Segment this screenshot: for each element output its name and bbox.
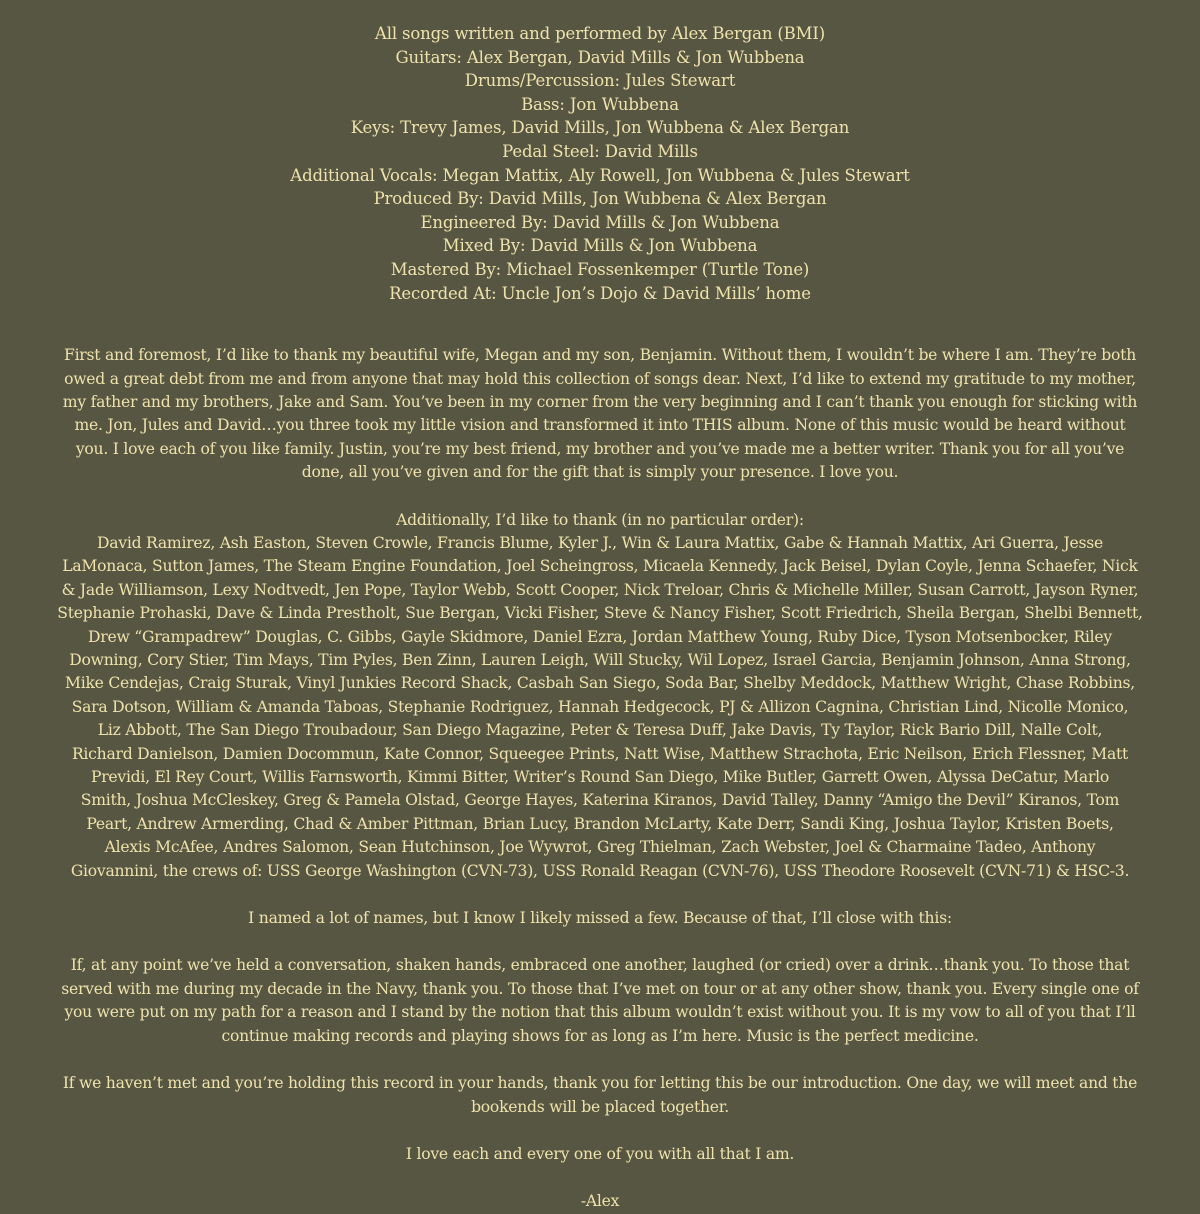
paragraph-line: continue making records and playing shows for as long as I’m here. Music is the perfect medicine. — [221, 1026, 979, 1045]
thanks-names-line: Alexis McAfee, Andres Salomon, Sean Hutchinson, Joe Wywrot, Greg Thielman, Zach Webster, Joel & Charmaine Tadeo, Anthony — [104, 838, 1096, 857]
paragraph-line: owed a great debt from me and from anyone that may hold this collection of songs dear. Next, I’d like to extend my gratitude to my mother, — [64, 369, 1136, 388]
paragraph-line: I named a lot of names, but I know I likely missed a few. Because of that, I’ll close with this: — [248, 909, 952, 928]
thanks-names-line: Liz Abbott, The San Diego Troubadour, San Diego Magazine, Peter & Teresa Duff, Jake Davis, Ty Taylor, Rick Bario Dill, Nalle Colt, — [97, 721, 1103, 740]
thanks-names-line: Peart, Andrew Armerding, Chad & Amber Pittman, Brian Lucy, Brandon McLarty, Kate Derr, Sandi King, Joshua Taylor, Kristen Boets, — [86, 814, 1114, 833]
thanks-list — [25, 509, 1175, 884]
paragraph-line: my father and my brothers, Jake and Sam. You’ve been in my corner from the very beginning and I can’t thank you enough for sticking with — [62, 392, 1138, 411]
closing-line: I love each and every one of you with all that I am. — [405, 1144, 795, 1163]
section-spacer — [0, 305, 1200, 344]
paragraph-line: you. I love each of you like family. Justin, you’re my best friend, my brother and you’ve made me a better writer. Thank you for all you’ve — [75, 439, 1125, 458]
missed-names-paragraph — [25, 907, 1175, 930]
credit-line: Mixed By: David Mills & Jon Wubbena — [442, 236, 758, 256]
credit-line: Produced By: David Mills, Jon Wubbena & Alex Bergan — [373, 189, 827, 209]
credit-line: Pedal Steel: David Mills — [502, 141, 698, 161]
paragraph-line: done, all you’ve given and for the gift that is simply your presence. I love you. — [301, 463, 899, 482]
thanks-names-line: LaMonaca, Sutton James, The Steam Engine Foundation, Joel Scheingross, Micaela Kennedy, Jack Beisel, Dylan Coyle, Jenna Schaefer, Nick — [62, 557, 1138, 576]
credit-line: Guitars: Alex Bergan, David Mills & Jon Wubbena — [395, 47, 805, 67]
thanks-names-line: Stephanie Prohaski, Dave & Linda Prestholt, Sue Bergan, Vicki Fisher, Steve & Nancy Fisher, Scott Friedrich, Sheila Bergan, Shelbi Bennett, — [57, 604, 1143, 623]
paragraph-line: bookends will be placed together. — [471, 1097, 729, 1116]
credit-line: Mastered By: Michael Fossenkemper (Turtle Tone) — [390, 259, 810, 279]
signature: -Alex — [580, 1192, 620, 1211]
gratitude-paragraph — [25, 954, 1175, 1048]
thanks-names-line: Richard Danielson, Damien Docommun, Kate Connor, Squeegee Prints, Natt Wise, Matthew Strachota, Eric Neilson, Erich Flessner, Matt — [71, 744, 1129, 763]
thanks-names-line: Giovannini, the crews of: USS George Washington (CVN-73), USS Ronald Reagan (CVN-76), USS Theodore Roosevelt (CVN-71) & HSC-3. — [70, 861, 1130, 880]
thanks-intro: Additionally, I’d like to thank (in no particular order): — [396, 510, 804, 529]
credit-line: Recorded At: Uncle Jon’s Dojo & David Mills’ home — [389, 283, 811, 303]
credit-line: Bass: Jon Wubbena — [521, 94, 679, 114]
section-spacer — [0, 1166, 1200, 1190]
credit-line: All songs written and performed by Alex Bergan (BMI) — [374, 24, 826, 43]
thanks-names-line: Smith, Joshua McCleskey, Greg & Pamela Olstad, George Hayes, Katerina Kiranos, David Talley, Danny “Amigo the Devil” Kiranos, Tom — [80, 791, 1120, 810]
credit-line: Drums/Percussion: Jules Stewart — [464, 71, 736, 91]
introduction-paragraph — [25, 1072, 1175, 1119]
credit-line: Keys: Trevy James, David Mills, Jon Wubbena & Alex Bergan — [350, 118, 850, 138]
thanks-names-line: Mike Cendejas, Craig Sturak, Vinyl Junkies Record Shack, Casbah San Siego, Soda Bar, Shelby Meddock, Matthew Wright, Chase Robbins, — [65, 674, 1135, 693]
thanks-names-line: Sara Dotson, William & Amanda Taboas, Stephanie Rodriguez, Hannah Hedgecock, PJ & Allizon Cagnina, Christian Lind, Nicolle Monico, — [71, 697, 1129, 716]
section-spacer — [0, 1048, 1200, 1072]
credit-line: Additional Vocals: Megan Mattix, Aly Rowell, Jon Wubbena & Jules Stewart — [290, 165, 910, 185]
closing-paragraph — [25, 1143, 1175, 1166]
paragraph-line: If, at any point we’ve held a conversation, shaken hands, embraced one another, laughed (or cried) over a drink…thank you. To those that — [70, 956, 1130, 975]
section-spacer — [0, 1119, 1200, 1143]
thanks-names-line: & Jade Williamson, Lexy Nodtvedt, Jen Pope, Taylor Webb, Scott Cooper, Nick Treloar, Chris & Michelle Miller, Susan Carrott, Jayson Ryner, — [61, 580, 1139, 599]
signature-block — [25, 1190, 1175, 1213]
dedication-paragraph — [25, 344, 1175, 484]
paragraph-line: If we haven’t met and you’re holding this record in your hands, thank you for letting this be our introduction. One day, we will meet and the — [62, 1074, 1138, 1093]
credit-line: Engineered By: David Mills & Jon Wubbena — [420, 212, 780, 232]
section-spacer — [0, 930, 1200, 954]
thanks-names-line: Drew “Grampadrew” Douglas, C. Gibbs, Gayle Skidmore, Daniel Ezra, Jordan Matthew Young, Ruby Dice, Tyson Motsenbocker, Riley — [88, 627, 1112, 646]
paragraph-line: you were put on my path for a reason and I stand by the notion that this album wouldn’t exist without you. It is my vow to all of you that I’ll — [64, 1003, 1136, 1022]
paragraph-line: me. Jon, Jules and David…you three took my little vision and transformed it into THIS album. None of this music would be heard without — [74, 416, 1126, 435]
credits-section — [60, 22, 1140, 305]
thanks-names-line: Previdi, El Rey Court, Willis Farnsworth, Kimmi Bitter, Writer’s Round San Diego, Mike Butler, Garrett Owen, Alyssa DeCatur, Marlo — [90, 768, 1110, 787]
thanks-names-line: Downing, Cory Stier, Tim Mays, Tim Pyles, Ben Zinn, Lauren Leigh, Will Stucky, Wil Lopez, Israel Garcia, Benjamin Johnson, Anna Strong, — [69, 651, 1131, 669]
section-spacer — [0, 485, 1200, 509]
thanks-names-line: David Ramirez, Ash Easton, Steven Crowle, Francis Blume, Kyler J., Win & Laura Mattix, Gabe & Hannah Mattix, Ari Guerra, Jesse — [97, 533, 1103, 552]
paragraph-line: First and foremost, I’d like to thank my beautiful wife, Megan and my son, Benjamin. Without them, I wouldn’t be where I am. They’re both — [64, 346, 1136, 365]
section-spacer — [0, 883, 1200, 907]
paragraph-line: served with me during my decade in the Navy, thank you. To those that I’ve met on tour or at any other show, thank you. Every single one of — [61, 979, 1139, 998]
